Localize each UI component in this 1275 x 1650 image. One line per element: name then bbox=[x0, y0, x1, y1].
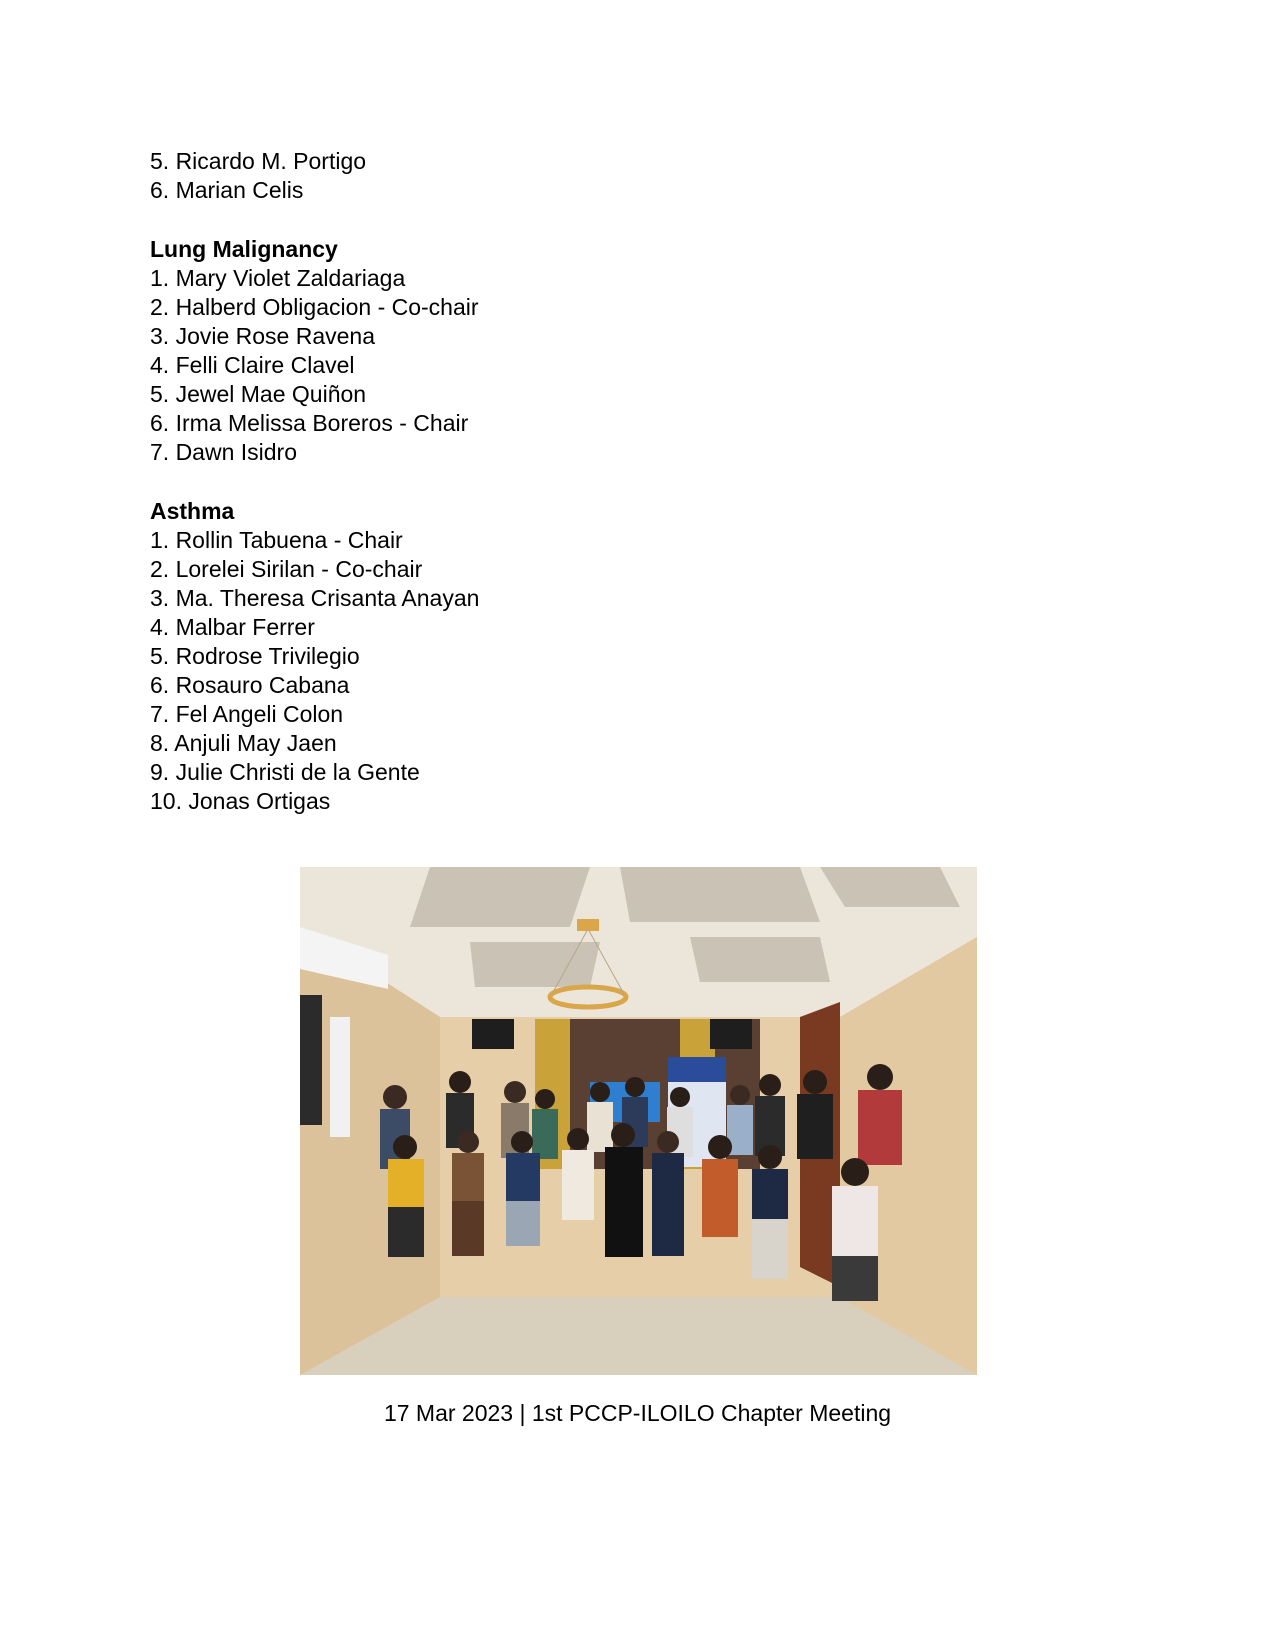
list-item: 9. Julie Christi de la Gente bbox=[150, 759, 420, 785]
list-item: 7. Fel Angeli Colon bbox=[150, 701, 344, 727]
group-photo bbox=[300, 867, 977, 1375]
list-item: 10. Jonas Ortigas bbox=[150, 788, 331, 814]
list-item: 5. Jewel Mae Quiñon bbox=[150, 381, 367, 407]
list-item: 3. Ma. Theresa Crisanta Anayan bbox=[150, 585, 480, 611]
list-item: 1. Rollin Tabuena - Chair bbox=[150, 527, 403, 553]
list-item: 3. Jovie Rose Ravena bbox=[150, 323, 376, 349]
document-body bbox=[150, 147, 1150, 816]
list-item: 2. Halberd Obligacion - Co-chair bbox=[150, 294, 479, 320]
list-item: 4. Felli Claire Clavel bbox=[150, 352, 355, 378]
list-item: 5. Rodrose Trivilegio bbox=[150, 643, 360, 669]
section-heading-lung-malignancy: Lung Malignancy bbox=[150, 236, 338, 262]
photo-caption: 17 Mar 2023 | 1st PCCP-ILOILO Chapter Meeting bbox=[383, 1400, 892, 1426]
spacer bbox=[150, 205, 1150, 235]
list-item: 6. Marian Celis bbox=[150, 177, 304, 203]
section-heading-asthma: Asthma bbox=[150, 498, 235, 524]
list-item: 1. Mary Violet Zaldariaga bbox=[150, 265, 406, 291]
spacer bbox=[150, 467, 1150, 497]
list-item: 4. Malbar Ferrer bbox=[150, 614, 315, 640]
list-item: 2. Lorelei Sirilan - Co-chair bbox=[150, 556, 423, 582]
list-item: 8. Anjuli May Jaen bbox=[150, 730, 337, 756]
list-item: 6. Rosauro Cabana bbox=[150, 672, 350, 698]
list-item: 6. Irma Melissa Boreros - Chair bbox=[150, 410, 469, 436]
list-item: 7. Dawn Isidro bbox=[150, 439, 298, 465]
list-item: 5. Ricardo M. Portigo bbox=[150, 148, 367, 174]
